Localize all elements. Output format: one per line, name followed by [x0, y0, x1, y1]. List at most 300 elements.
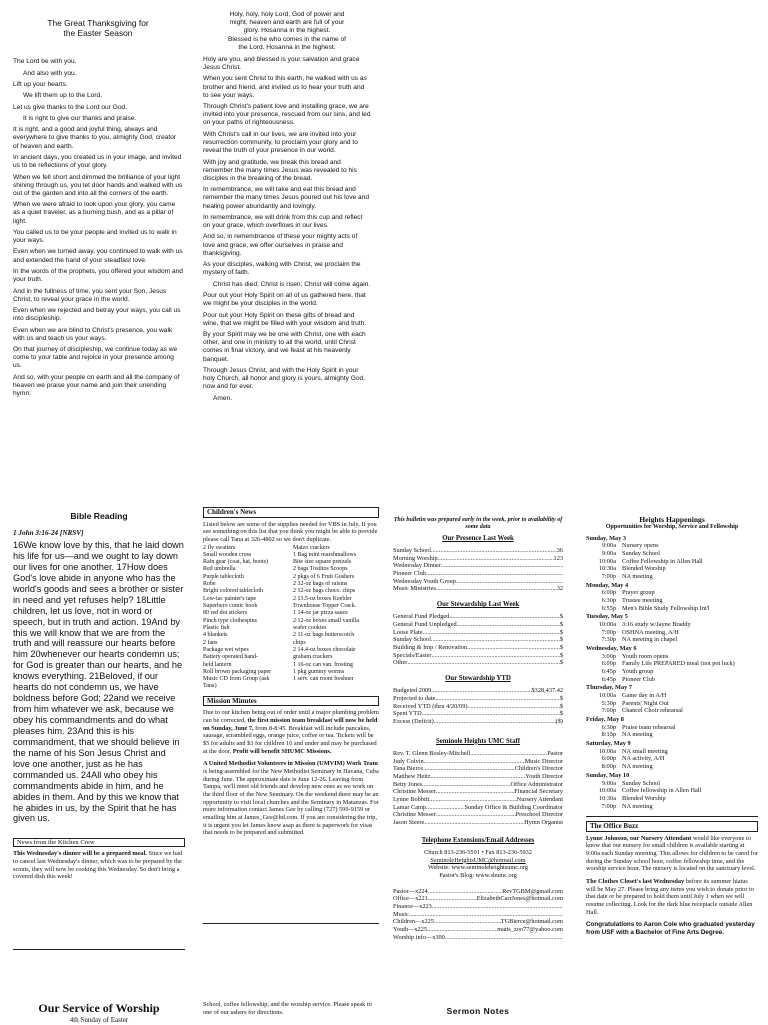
event-time: 6:45p: [601, 668, 616, 676]
bible-reference: 1 John 3:16-24 [NRSV]: [13, 529, 84, 537]
schedule-event: [586, 803, 758, 811]
supply-item: 1 pkg gummy worms: [293, 668, 345, 675]
liturgy-paragraph: As your disciples, walking with Christ, we proclaim the mystery of faith.: [203, 261, 361, 277]
presence-row-value: 32: [556, 585, 563, 593]
schedule-event: [586, 597, 758, 605]
stewardship-row-label: Other: [393, 659, 408, 667]
staff-row-label: Lamar Camp: [393, 803, 427, 811]
event-time: 6:45p: [601, 675, 616, 683]
staff-row-value: Pastor: [547, 750, 563, 758]
kitchen-header: News from the Kitchen Crew: [13, 838, 185, 847]
schedule-event: [586, 550, 758, 558]
event-name: Trustee meeting: [622, 597, 663, 605]
ytd-row-label: Spent YTD: [393, 710, 422, 718]
leader-dots: [431, 636, 560, 644]
buzz-p1: [586, 835, 758, 873]
liturgy-paragraph: It is right, and a good and joyful thing, always and everywhere to give thanks to you, almighty God, creator of heaven and earth.: [13, 126, 177, 150]
event-name: 3:16 study w/Jayne Braddy: [622, 621, 691, 629]
bible-text: 16We know love by this, that he laid down his life for us—and we ought to lay down our lives for one another. 17How does God's love abide in anyone who has the world's goods and sees a brother or sister in need and yet refuses help? 18Little children, let us love, not in word or speech, but in truth and action. 19And by this we will know that we are from the truth and will reassure our hearts before him 20whenever our hearts condemn us; for God is greater than our hearts, and he knows everything. 21Beloved, if our hearts do not condemn us, we have boldness before God; 22and we receive from him whatever we ask, because we obey his commandments and do what pleases him. 23And this is his commandment, that we should believe in the name of his Son Jesus Christ and love one another, just as he has commanded us. 24All who obey his commandments abide in him, and he abides in them. And by this we know that he abides in us, by the Spirit that he has given us.: [13, 540, 184, 824]
staff-row: [393, 788, 563, 796]
kitchen-text: Since we had to cancel last Wednesday's dinner, which was to be prepared by the scouts, they will now be cooking this Wednesday. So don't bring a covered dish this week!: [13, 850, 183, 881]
stewardship-row: [393, 613, 563, 621]
presence-row-label: Morning Worship: [393, 554, 438, 562]
schedule-event: [586, 636, 758, 644]
supply-item: 2 fans: [203, 639, 218, 646]
liturgy-paragraph: The Lord be with you.: [13, 58, 77, 66]
leader-dots: [456, 578, 563, 586]
liturgy-paragraph: And also with you.: [23, 69, 77, 77]
stewardship-row-label: General Fund Pledged: [393, 613, 450, 621]
extension-row-label: Pastor—x224: [393, 887, 428, 895]
extension-rows: [393, 888, 563, 942]
leader-dots: [428, 888, 502, 896]
liturgy-paragraph: Through Jesus Christ, and with the Holy Spirit in your holy Church, all honor and glory is yours, almighty God, now and for ever.: [203, 366, 365, 391]
mission-p1c: from 8-8:45. Breakfast will include pancakes, sausage, scrambled eggs, orange juice, coffee or tea. Tickets will be $5 for adults and $3 for children 10 and under and may be purchased at the door.: [203, 724, 377, 755]
mission-p2b: is being assembled for the New Methodist Seminary in Havana, Cuba during June. The approximate date is June 12-26. Leaving from Tampa, we'll meet old friends and develop new ones as we work on the third floor of the New Seminary. On the weekend there may be an opportunity to visit local churches and the Seminary in Matanzas. For more information contact James Gee by calling (727) 599-9159 or emailing him at James_Gee@hd.com. If you are considering the trip, it is urgent you let James know asap as there is paperwork for visas that needs to be prepared and submitted.: [203, 768, 379, 837]
event-name: Pioneer Club: [622, 675, 656, 683]
schedule-day: Sunday, May 10: [586, 771, 630, 779]
schedule-event: [586, 565, 758, 573]
extension-row-label: Music: [393, 910, 409, 918]
staff-row-label: Christine Messer: [393, 788, 436, 796]
schedule-event: [586, 676, 758, 684]
supply-item: 1 serv. can room freshner: [293, 676, 354, 683]
supply-item: Red umbrella: [203, 566, 236, 573]
leader-dots: [435, 695, 560, 703]
staff-row-value: Sunday Office & Building Coordinator: [464, 803, 563, 811]
event-name: Blended Worship: [622, 794, 666, 802]
supply-item: held lantern: [203, 661, 232, 668]
staff-row: [393, 765, 563, 773]
kitchen-bold: This Wednesday's dinner will be a prepared meal.: [13, 850, 147, 858]
presence-row: [393, 570, 563, 578]
presence-row: [393, 585, 563, 593]
schedule-event: [586, 763, 758, 771]
staff-row-label: Jason Steere: [393, 819, 425, 827]
presence-row: [393, 562, 563, 570]
leader-dots: [436, 811, 516, 819]
extension-row-label: Finance—x223: [393, 903, 432, 911]
stewardship-row-value: $: [559, 621, 563, 629]
ytd-row: [393, 703, 563, 711]
supply-item: 2 13.5-oz boxes Keebler: [293, 595, 352, 602]
supply-item: 2 bags Tostitos Scoops: [293, 566, 348, 573]
extension-row: [393, 911, 563, 919]
bible-title: Bible Reading: [70, 511, 128, 521]
ytd-row: [393, 710, 563, 718]
childrens-header: Children's News: [203, 507, 379, 518]
buzz-p3: Congratulations to Aaron Cole who graduated yesterday from USF with a Bachelor of Fine Arts Degree.: [586, 921, 755, 937]
event-time: 7:30p: [601, 636, 616, 644]
staff-row: [393, 804, 563, 812]
extension-row: [393, 926, 563, 934]
liturgy-paragraph: You called us to be your people and invited us to walk in your ways.: [13, 228, 177, 245]
liturgy-paragraph: In ancient days, you created us in your image, and invited us to be reflections of your glory.: [13, 154, 182, 170]
supply-item: 2 pkgs of 6 Fruit Gushers: [293, 573, 355, 580]
ytd-row-value: $: [559, 710, 563, 718]
liturgy-paragraph: Holy are you, and blessed is your salvation and grace Jesus Christ.: [203, 55, 360, 72]
phone-fax-line: Church 813-236-5591 • Fax 813-236-5932: [424, 849, 532, 857]
staff-row-label: Matthew Heitz: [393, 773, 431, 781]
liturgy-paragraph: When we fell short and dimmed the brilliance of your light shining through us, you let door hands and walked with us out of the garden and into all the corners of the earth.: [13, 173, 183, 197]
leader-dots: [445, 934, 563, 942]
liturgy-paragraph: Through Christ's patient love and installing grace, we are invited into your presence, rescued from our sins, and led on your paths of righteousness.: [203, 103, 371, 127]
schedule-event: [586, 653, 758, 661]
schedule-event: [586, 660, 758, 668]
presence-row-value: 36: [556, 547, 563, 555]
event-time: 7:00p: [601, 707, 616, 715]
schedule-event: [586, 787, 758, 795]
supply-item: 1 Bag mini marshmallows: [293, 551, 357, 558]
leader-dots: [431, 652, 559, 660]
stewardship-row-label: General Fund Unpledged: [393, 621, 457, 629]
presence-row-value: 123: [553, 554, 563, 562]
liturgy-paragraph: On that journey of discipleship, we continue today as we come to your table and rejoice in your presence among us.: [13, 346, 178, 370]
ytd-row-label: Excess (Deficit): [393, 718, 434, 726]
extension-row-value: RevTGBM@gmail.com: [502, 887, 563, 895]
event-name: Men's Bible Study Fellowship Int'l: [622, 604, 710, 612]
stewardship-title: Our Stewardship Last Week: [436, 601, 520, 609]
event-time: 10:00a: [598, 557, 616, 565]
event-name: Praise team rehearsal: [622, 723, 676, 731]
supply-item: 2 11-oz bags butterscotch: [293, 632, 355, 639]
leader-dots: [449, 613, 560, 621]
extension-row: [393, 903, 563, 911]
staff-row: [393, 819, 563, 827]
supply-list-left: [203, 545, 289, 691]
supply-item: chips: [293, 639, 306, 646]
mission-p2: [203, 760, 379, 837]
supply-item: 2 14.4-oz boxes chocolate: [293, 646, 356, 653]
sermon-notes-heading: [393, 1006, 563, 1016]
supply-item: 4 blankets: [203, 632, 228, 639]
presence-title: Our Presence Last Week: [442, 534, 514, 542]
schedule-event: [586, 795, 758, 803]
supply-item: 80 red dot stickers: [203, 610, 248, 617]
supply-item: 2 32-oz bags of raisins: [293, 581, 348, 588]
event-time: 9:00a: [602, 550, 616, 558]
liturgy-paragraph: In the words of the prophets, you offered your wisdom and your truth.: [13, 268, 183, 284]
schedule-event: [586, 542, 758, 550]
ytd-row-value: $: [559, 695, 563, 703]
stewardship-row-value: $: [559, 613, 563, 621]
presence-row-label: Wednesday Dinner: [393, 562, 441, 570]
stewardship-row: [393, 652, 563, 660]
liturgy-paragraph: Let us give thanks to the Lord our God.: [13, 103, 127, 111]
presence-row-label: Sunday School: [393, 547, 431, 555]
liturgy-paragraph: And so, in remembrance of these your mighty acts of love and grace, we offer ourselves in praise and thanksgiving.: [203, 233, 358, 257]
event-name: Nursery opens: [622, 542, 659, 550]
supply-item: 1 14-oz jar pizza sauce: [293, 610, 348, 617]
schedule-event: [586, 621, 758, 629]
schedule-day: Sunday, May 3: [586, 534, 627, 542]
leader-dots: [427, 926, 497, 934]
leader-dots: [422, 781, 510, 789]
happenings-column: [586, 515, 758, 937]
schedule-event: [586, 668, 758, 676]
title-line-2: the Easter Season: [63, 28, 133, 39]
event-name: Blended Worship: [622, 565, 666, 573]
supply-lists: [203, 545, 379, 691]
event-name: Youth room opens: [622, 652, 669, 660]
hymn-line: Blessed is he who comes in the name of: [227, 35, 347, 43]
event-time: 8:00p: [601, 763, 616, 771]
event-time: 6:30p: [601, 597, 616, 605]
supply-item: Tana): [203, 683, 217, 690]
mission-p1b: the first mission team breakfast will now be held on Sunday, June 7,: [203, 717, 378, 732]
leader-dots: [407, 659, 560, 667]
liturgy-paragraph: It is right to give our thanks and praise.: [23, 114, 137, 122]
supply-item: Package wet wipes: [203, 646, 249, 653]
stewardship-row: [393, 644, 563, 652]
schedule-event: [586, 558, 758, 566]
leader-dots: [424, 819, 524, 827]
staff-row-value: Youth Director: [525, 773, 563, 781]
leader-dots: [457, 621, 560, 629]
leader-dots: [431, 773, 526, 781]
stewardship-row-value: $: [559, 636, 563, 644]
liturgy-paragraph: Amen.: [213, 394, 233, 402]
staff-row: [393, 796, 563, 804]
event-time: 7:00p: [601, 802, 616, 810]
event-time: 7:00p: [601, 573, 616, 581]
supply-item: Bite size square pretzels: [293, 559, 352, 566]
buzz-p2-bold: The Clothes Closet's last Wednesday: [586, 878, 685, 886]
kitchen-news: [13, 838, 185, 881]
presence-row-label: Music Ministries: [393, 585, 436, 593]
supply-item: Small wooden cross: [203, 551, 252, 558]
leader-dots: [426, 570, 563, 578]
title-line-1: The Great Thanksgiving for: [47, 18, 149, 28]
buzz-p2-text: before its summer hiatus will be May 27. Please bring any items you wish to donate prior to that date or be prepared to hold them until July 1 when we will resume collecting. Look for the dark blue receptacle outside Allen Hall.: [586, 878, 754, 916]
liturgy-paragraph: When you sent Christ to this earth, he walked with us as brother and friend, and invited us to hear your truth and to see your ways.: [203, 75, 367, 99]
supply-item: 2 12-oz boxes small vanilla: [293, 617, 359, 624]
supply-item: 2 12-oz bags choco. chips: [293, 588, 356, 595]
staff-row-value: Financial Secretary: [514, 788, 563, 796]
schedule-day: Monday, May 4: [586, 581, 629, 589]
event-name: NA meeting: [622, 573, 653, 581]
staff-title: Seminole Heights UMC Staff: [435, 737, 520, 745]
leader-dots: [434, 718, 556, 726]
mission-divider: [203, 923, 379, 924]
leader-dots: [422, 710, 560, 718]
supply-item: Bright colored tablecloth: [203, 588, 263, 595]
leader-dots: [441, 562, 563, 570]
childrens-column: [203, 507, 379, 837]
schedule-day: Saturday, May 9: [586, 740, 631, 748]
stewardship-row: [393, 659, 563, 667]
presence-row-label: Pioneer Club: [393, 570, 427, 578]
event-name: Sunday School: [622, 779, 660, 787]
supply-item: Battery operated hand-: [203, 654, 258, 661]
staff-row-label: Rev. T. Glenn Bosley-Mitchell: [393, 750, 471, 758]
schedule-event: [586, 780, 758, 788]
liturgy-paragraph: By your Spirit may we be one with Christ, one with each other, and one in ministry to all the world, until Christ comes in final victory, and we feast at his heavenly banquet.: [203, 331, 366, 363]
schedule-event: [586, 692, 758, 700]
ytd-row-value: ($): [555, 718, 563, 726]
staff-row-value: Children's Director: [514, 765, 563, 773]
continued-text: [203, 1001, 379, 1016]
supply-item: Superhero comic book: [203, 603, 258, 610]
staff-row-label: Betty Jones: [393, 780, 423, 788]
ytd-title: Our Stewardship YTD: [445, 675, 511, 683]
thanksgiving-column-1: [13, 18, 183, 402]
extension-row-label: Worship info—x300: [393, 933, 445, 941]
staff-row: [393, 758, 563, 766]
liturgy-paragraph: With Christ's call in our lives, we are invited into your resurrection community, to proclaim your glory and to reveal the truth of your presence in our world.: [203, 130, 358, 155]
supply-item: Robe: [203, 581, 216, 588]
hymn-line: glory. Hosanna in the highest.: [243, 27, 331, 35]
continued-paragraph: School, coffee fellowship, and the worship service. Please speak to one of our ushers for directions.: [203, 1001, 372, 1016]
staff-row-value: Hymn Organist: [524, 819, 563, 827]
event-name: Game day in A/H: [622, 692, 667, 700]
event-name: NA meeting in chapel: [622, 636, 678, 644]
leader-dots: [467, 644, 560, 652]
kitchen-divider: [13, 949, 185, 950]
schedule-event: [586, 755, 758, 763]
event-time: 9:00a: [602, 542, 616, 550]
hymn-line: the Lord. Hosanna in the highest.: [238, 43, 336, 51]
staff-row: [393, 781, 563, 789]
leader-dots: [423, 765, 515, 773]
leader-dots: [436, 585, 557, 593]
ytd-row-label: Projected to date: [393, 695, 436, 703]
event-name: NA meeting: [622, 802, 653, 810]
mission-p1: [203, 709, 379, 755]
happenings-subtitle: Opportunities for Worship, Service and Fellowship: [605, 524, 739, 531]
schedule-event: [586, 573, 758, 581]
leader-dots: [434, 918, 501, 926]
supply-item: Purple tablecloth: [203, 573, 244, 580]
staff-row-value: Music Director: [524, 757, 563, 765]
schedule-day: Wednesday, May 6: [586, 645, 637, 653]
staff-row-value: Preschool Director: [515, 811, 563, 819]
event-name: Sunday School: [622, 550, 660, 558]
extension-row-label: Office—x221: [393, 895, 428, 903]
leader-dots: [424, 758, 525, 766]
event-name: NA meeting: [622, 731, 653, 739]
staff-row-label: Tana Bierce: [393, 765, 424, 773]
supply-item: Matzo crackers: [293, 544, 330, 551]
liturgy-paragraph: Pour out your Holy Spirit on all of us gathered here, that we might be your disciples in the world.: [203, 292, 366, 308]
liturgy-paragraph: And in the fullness of time, you sent your Son, Jesus Christ, to reveal your grace in the world.: [13, 287, 167, 303]
schedule-event: [586, 724, 758, 732]
staff-row: [393, 750, 563, 758]
stewardship-row: [393, 629, 563, 637]
liturgy-paragraph: When we were afraid to look upon your glory, you came as a quiet traveler, as a burning bush, and as a pillar of light.: [13, 201, 176, 225]
stewardship-row-value: $: [559, 644, 563, 652]
leader-dots: [423, 629, 560, 637]
event-name: NA activity, A/H: [622, 755, 665, 763]
buzz-p2: [586, 878, 758, 916]
buzz-p1-text: would like everyone to know that our nursery for small children is available starting at 9:00a each Sunday morning. This allows for children to be cared for during the Sunday school hour, coffee fellowship time, and the worship service hour. The nursery is located on the sanctuary level.: [586, 834, 758, 873]
liturgy-paragraph: Pour out your Holy Spirit on these gifts of bread and wine, that we might be filled with your wisdom and truth.: [203, 311, 367, 327]
event-name: Parents' Night Out: [622, 699, 669, 707]
stewardship-row-label: Sunday School: [393, 636, 431, 644]
worship-subtitle: 4th Sunday of Easter: [69, 1016, 129, 1024]
church-email[interactable]: SeminoleHeightsUMC@hotmail.com: [430, 856, 526, 864]
church-website[interactable]: Website: www.seminoleheightsumc.org: [428, 864, 528, 872]
presence-row: [393, 555, 563, 563]
supply-item: Music CD from Group (ask: [203, 676, 270, 683]
stewardship-row-label: Building & Imp / Renovation: [393, 644, 468, 652]
event-time: 5:30p: [601, 699, 616, 707]
buzz-header: The Office Buzz: [586, 821, 758, 832]
event-name: Chancel Choir rehearsal: [622, 707, 683, 715]
liturgy-paragraph: Even when we rejected and betray your ways, you call us into discipleship.: [13, 307, 181, 323]
extension-row-value: TGBierce@hotmail.com: [500, 918, 563, 926]
stats-column: [393, 517, 563, 941]
supply-item: Plastic fish: [203, 624, 230, 631]
schedule-event: [586, 731, 758, 739]
event-time: 10:00a: [598, 692, 616, 700]
event-time: 10:00a: [598, 621, 616, 629]
leader-dots: [467, 703, 559, 711]
buzz-divider: [586, 816, 758, 817]
supply-item: Low-tac painter's tape: [203, 595, 257, 602]
sanctus-hymn: [203, 11, 371, 52]
mission-p1d: Profit will benefit SHUMC Missions.: [232, 747, 332, 755]
pastor-blog[interactable]: Pastor's Blog: www.shumc.org: [439, 872, 517, 880]
event-name: NA small meeting: [622, 747, 668, 755]
staff-row: [393, 773, 563, 781]
event-name: NA meeting: [622, 763, 653, 771]
schedule-event: [586, 700, 758, 708]
thanksgiving-column-2: [203, 11, 371, 406]
leader-dots: [470, 750, 547, 758]
event-time: 6:00p: [601, 589, 616, 597]
event-name: Coffee Fellowship in Allen Hall: [622, 557, 703, 565]
liturgy-paragraph: With joy and gratitude, we break this bread and remember the many times Jesus was revealed to his disciples in the breaking of the bread.: [203, 158, 357, 182]
event-time: 9:00a: [602, 779, 616, 787]
extension-row-value: matts_zoo77@yahoo.com: [497, 926, 563, 934]
staff-row-label: Lynne Bobbitt: [393, 796, 430, 804]
extension-row: [393, 888, 563, 896]
event-time: 10:30a: [598, 794, 616, 802]
event-time: 6:00p: [601, 660, 616, 668]
stewardship-row-label: Loose Plate: [393, 628, 423, 636]
presence-row-label: Wednesday Youth Group: [393, 577, 456, 585]
event-time: 10:00a: [598, 787, 616, 795]
leader-dots: [432, 903, 563, 911]
staff-row: [393, 811, 563, 819]
liturgy-paragraphs-1: [13, 58, 183, 398]
supply-item: 1 16-oz can van. frosting: [293, 661, 353, 668]
event-time: 6:55p: [601, 604, 616, 612]
staff-row-value: Nursery Attendant: [516, 796, 563, 804]
event-time: 10:00a: [598, 747, 616, 755]
schedule-event: [586, 629, 758, 637]
supply-item: wafer cookies: [293, 624, 327, 631]
schedule-event: [586, 748, 758, 756]
stewardship-row-value: $: [559, 628, 563, 636]
ytd-row: [393, 687, 563, 695]
supply-item: Pinch type clothespins: [203, 617, 257, 624]
schedule-event: [586, 605, 758, 613]
staff-row-label: Judy Colvin: [393, 757, 424, 765]
liturgy-paragraph: And so, with your people on earth and all the company of heaven we praise your name and join their unending hymn:: [13, 373, 180, 398]
event-name: Coffee fellowship in Allen Hall: [622, 787, 702, 795]
leader-dots: [429, 796, 516, 804]
stewardship-row: [393, 621, 563, 629]
leader-dots: [438, 555, 554, 563]
liturgy-paragraphs-2: [203, 56, 371, 403]
supply-list-right: [289, 545, 379, 691]
leader-dots: [428, 895, 477, 903]
extension-row: [393, 934, 563, 942]
worship-title: Our Service of Worship: [38, 1001, 160, 1015]
event-name: Prayer group: [622, 589, 655, 597]
